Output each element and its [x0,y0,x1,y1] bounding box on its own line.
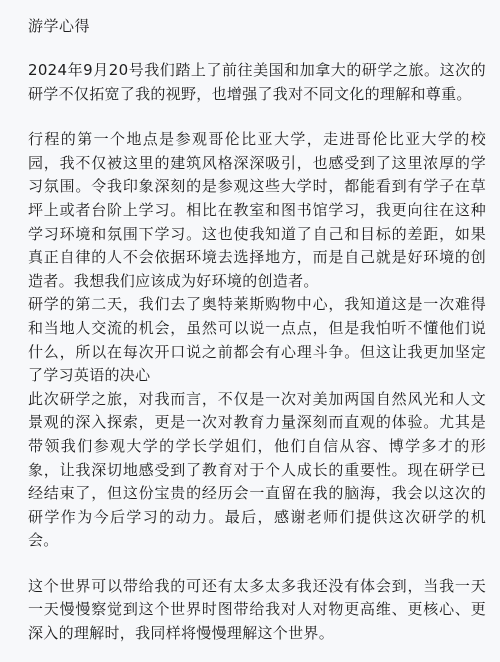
paragraph-columbia: 行程的第一个地点是参观哥伦比亚大学，走进哥伦比亚大学的校园，我不仅被这里的建筑风格深深吸引，也感受到了这里浓厚的学习氛围。令我印象深刻的是参观这些大学时，都能看到有学子在草坪上或者台阶上学习。相比在教室和图书馆学习，我更向往在这种学习环境和氛围下学习。这也使我知道了自己和目标的差距，如果真正自律的人不会依据环境去选择地方，而是自己就是好环境的创造者。我想我们应该成为好环境的创造者。 [28,130,486,290]
paragraph-reflection: 此次研学之旅，对我而言，不仅是一次对美加两国自然风光和人文景观的深入探索，更是一次对教育力量深刻而直观的体验。尤其是带领我们参观大学的学长学姐们，他们自信从容、博学多才的形象，让我深切地感受到了教育对于个人成长的重要性。现在研学已经结束了，但这份宝贵的经历会一直留在我的脑海，我会以这次的研学作为今后学习的动力。最后，感谢老师们提供这次研学的机会。 [28,389,486,550]
paragraph-outlets: 研学的第二天，我们去了奥特莱斯购物中心，我知道这是一次难得和当地人交流的机会，虽然可以说一点点，但是我怕听不懂他们说什么，所以在每次开口说之前都会有心理斗争。但这让我更加坚定了学习英语的决心 [28,295,486,385]
spacer [28,37,486,59]
spacer [28,106,486,128]
paragraph-intro: 2024年9月20号我们踏上了前往美国和加拿大的研学之旅。这次的研学不仅拓宽了我的视野，也增强了我对不同文化的理解和尊重。 [28,61,486,103]
document-title: 游学心得 [28,17,91,35]
paragraph-closing: 这个世界可以带给我的可还有太多太多我还没有体会到，当我一天一天慢慢察觉到这个世界时图带给我对人对物更高维、更核心、更深入的理解时，我同样将慢慢理解这个世界。 [28,576,486,643]
spacer [28,553,486,575]
